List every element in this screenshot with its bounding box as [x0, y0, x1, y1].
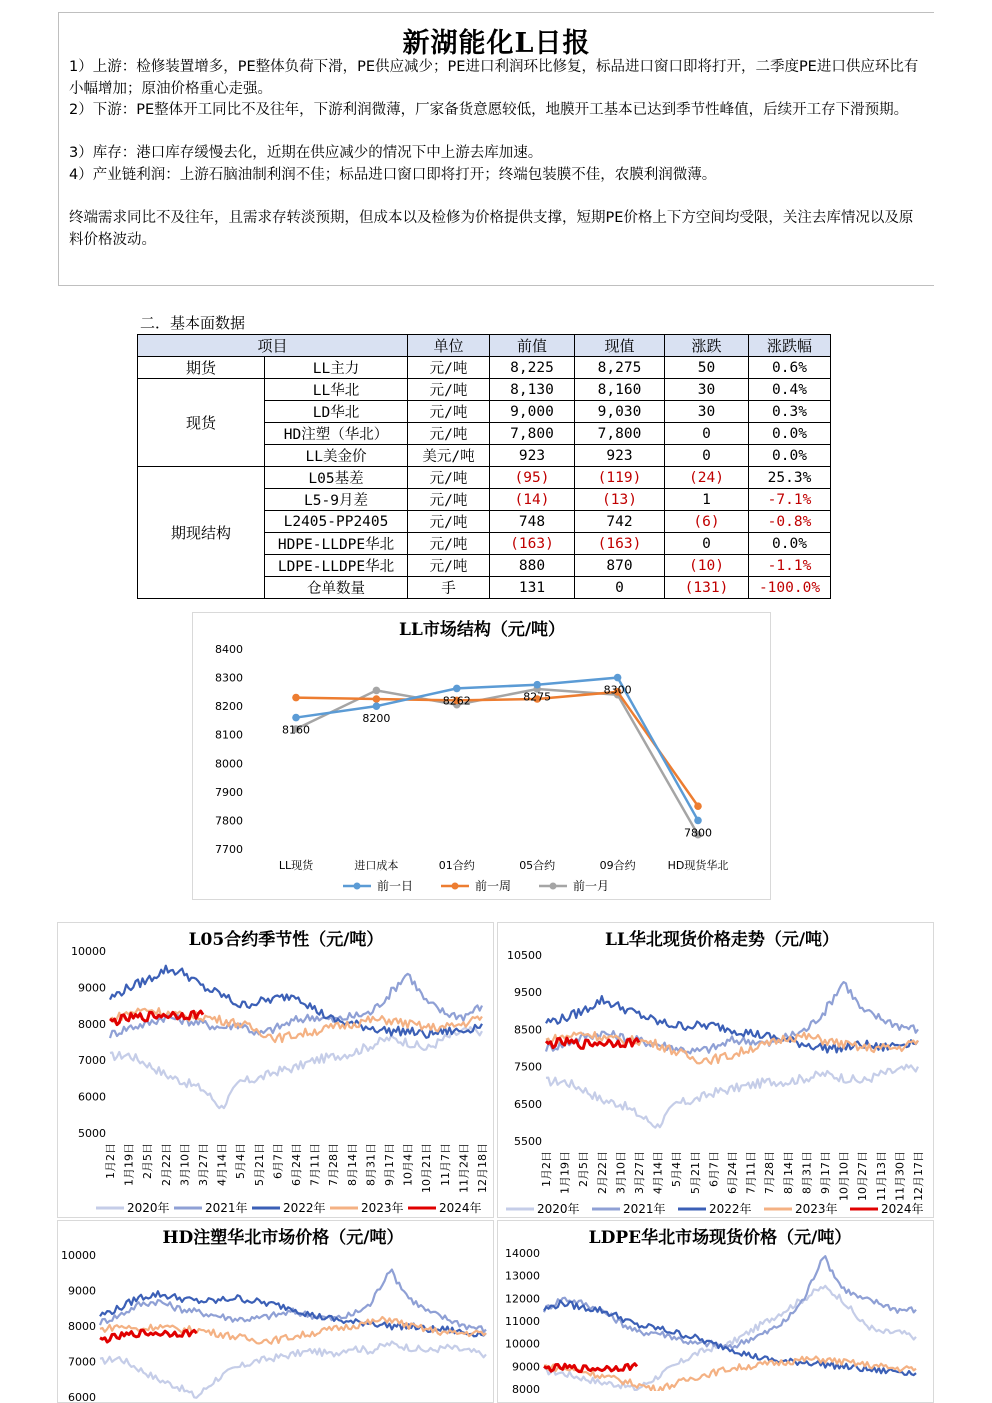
- x-tick-label: 5月4日: [670, 1151, 684, 1187]
- x-tick-label: 11月30日: [893, 1151, 907, 1201]
- y-tick-label: 7500: [514, 1060, 542, 1074]
- y-tick-label: 8000: [512, 1383, 540, 1396]
- x-tick-label: 1月2日: [104, 1143, 117, 1179]
- ldpe-north-svg: [498, 1221, 935, 1403]
- item-cell: HD注塑（华北）: [265, 423, 408, 445]
- chart-title: LL市场结构（元/吨）: [398, 620, 566, 640]
- legend-label: 2022年: [709, 1202, 752, 1216]
- y-tick-label: 10000: [61, 1249, 96, 1262]
- chg-cell: (131): [665, 577, 749, 599]
- item-cell: LD华北: [265, 401, 408, 423]
- series-line: [110, 1027, 482, 1108]
- unit-cell: 元/吨: [408, 555, 490, 577]
- y-tick-label: 9500: [514, 986, 542, 1000]
- x-tick-label: 3月27日: [197, 1143, 210, 1186]
- pct-cell: -100.0%: [749, 577, 831, 599]
- pct-cell: -7.1%: [749, 489, 831, 511]
- x-tick-label: 9月17日: [383, 1143, 396, 1186]
- pct-cell: 25.3%: [749, 467, 831, 489]
- fundamentals-table: [137, 334, 831, 599]
- item-cell: L2405-PP2405: [265, 511, 408, 533]
- x-tick-label: 7月11日: [744, 1151, 758, 1194]
- series-point: [292, 714, 300, 722]
- chg-cell: 1: [665, 489, 749, 511]
- series-line: [546, 1065, 918, 1128]
- summary-upstream: 1）上游：检修装置增多，PE整体负荷下滑，PE供应减少；PE进口利润环比修复，标品进口窗口即将打开，二季度PE进口供应环比有小幅增加；原油价格重心走强。: [69, 59, 919, 97]
- y-tick-label: 7800: [215, 814, 243, 828]
- y-tick-label: 6000: [78, 1090, 106, 1104]
- x-tick-label: 1月19日: [558, 1151, 572, 1194]
- x-tick-label: 7月28日: [327, 1143, 341, 1186]
- prev-cell: 9,000: [490, 401, 575, 423]
- x-tick-label: 6月24日: [290, 1143, 303, 1186]
- data-label: 8300: [603, 683, 632, 697]
- y-tick-label: 10000: [71, 945, 106, 958]
- data-label: 7800: [684, 826, 712, 840]
- y-tick-label: 8000: [215, 757, 243, 771]
- y-tick-label: 5000: [78, 1127, 106, 1140]
- prev-cell: 923: [490, 445, 575, 467]
- chg-cell: 0: [665, 423, 749, 445]
- category-cell: 现货: [138, 379, 265, 467]
- item-cell: LDPE-LLDPE华北: [265, 555, 408, 577]
- category-cell: 期现结构: [138, 467, 265, 599]
- chg-cell: (24): [665, 467, 749, 489]
- x-tick-label: 2月5日: [577, 1151, 591, 1187]
- chart-title: LDPE华北市场现货价格（元/吨）: [588, 1228, 852, 1248]
- x-tick-label: 8月31日: [364, 1143, 378, 1186]
- y-tick-label: 10500: [507, 949, 542, 962]
- unit-cell: 元/吨: [408, 423, 490, 445]
- item-cell: HDPE-LLDPE华北: [265, 533, 408, 555]
- hd-injection-chart: [57, 1220, 494, 1403]
- table-body: [138, 357, 831, 599]
- data-label: 8160: [282, 723, 310, 737]
- pct-cell: -0.8%: [749, 511, 831, 533]
- x-tick-label: 7月11日: [308, 1143, 322, 1186]
- table-row: [138, 467, 831, 489]
- series-point: [694, 802, 702, 810]
- y-tick-label: 9000: [78, 981, 106, 995]
- legend-label: 前一月: [573, 879, 610, 893]
- hd-injection-svg: [58, 1221, 495, 1403]
- x-tick-label: 进口成本: [354, 859, 399, 872]
- x-tick-label: 6月7日: [271, 1143, 285, 1179]
- y-tick-label: 9000: [512, 1360, 540, 1374]
- ll-north-spot-chart: [497, 922, 934, 1218]
- prev-cell: 131: [490, 577, 575, 599]
- pct-cell: 0.0%: [749, 445, 831, 467]
- x-tick-label: 8月14日: [345, 1143, 359, 1186]
- header-prev: 前值: [490, 335, 575, 357]
- summary-inventory: 3）库存：港口库存缓慢去化，近期在供应减少的情况下中上游去库加速。: [69, 145, 543, 161]
- y-tick-label: 8200: [215, 700, 243, 714]
- category-cell: 期货: [138, 357, 265, 379]
- x-tick-label: 4月14日: [215, 1143, 229, 1186]
- curr-cell: (163): [575, 533, 665, 555]
- pct-cell: 0.0%: [749, 423, 831, 445]
- series-line: [544, 1256, 916, 1348]
- report-summary-box: [58, 12, 934, 286]
- table-row: [138, 379, 831, 401]
- prev-cell: 748: [490, 511, 575, 533]
- x-tick-label: HD现货华北: [667, 859, 729, 872]
- item-cell: 仓单数量: [265, 577, 408, 599]
- prev-cell: 880: [490, 555, 575, 577]
- prev-cell: 8,130: [490, 379, 575, 401]
- plot-area: [100, 1270, 486, 1398]
- pct-cell: 0.3%: [749, 401, 831, 423]
- y-tick-label: 7900: [215, 785, 243, 799]
- header-unit: 单位: [408, 335, 490, 357]
- x-tick-label: 8月14日: [781, 1151, 795, 1194]
- curr-cell: 870: [575, 555, 665, 577]
- chg-cell: 30: [665, 379, 749, 401]
- series-point: [533, 681, 541, 689]
- curr-cell: 0: [575, 577, 665, 599]
- x-tick-label: 09合约: [599, 859, 636, 872]
- ll-market-structure-chart: [192, 612, 771, 900]
- curr-cell: 8,275: [575, 357, 665, 379]
- x-tick-label: 10月10日: [837, 1151, 851, 1201]
- chg-cell: 50: [665, 357, 749, 379]
- prev-cell: 7,800: [490, 423, 575, 445]
- y-tick-label: 8500: [514, 1023, 542, 1037]
- legend-marker: [452, 883, 459, 890]
- item-cell: LL主力: [265, 357, 408, 379]
- table-row: [138, 357, 831, 379]
- x-tick-label: LL现货: [278, 859, 314, 872]
- series-line: [544, 1357, 916, 1393]
- item-cell: LL华北: [265, 379, 408, 401]
- x-tick-label: 4月14日: [651, 1151, 665, 1194]
- series-point: [373, 695, 381, 703]
- curr-cell: 7,800: [575, 423, 665, 445]
- l05-seasonal-svg: [58, 923, 495, 1219]
- legend-label: 2021年: [623, 1202, 666, 1216]
- y-tick-label: 14000: [505, 1247, 540, 1260]
- chg-cell: 30: [665, 401, 749, 423]
- y-tick-label: 6000: [68, 1391, 96, 1403]
- series-point: [373, 687, 381, 695]
- report-title: 新湖能化L日报: [402, 28, 591, 59]
- y-tick-label: 9000: [68, 1284, 96, 1298]
- y-tick-label: 8000: [68, 1320, 96, 1333]
- data-label: 8200: [362, 712, 391, 726]
- legend-label: 2020年: [127, 1201, 170, 1215]
- pct-cell: 0.0%: [749, 533, 831, 555]
- x-tick-label: 5月21日: [688, 1151, 702, 1194]
- plot-area: [546, 982, 918, 1128]
- chg-cell: 0: [665, 533, 749, 555]
- x-tick-label: 3月10日: [614, 1151, 628, 1194]
- legend-label: 2021年: [205, 1201, 248, 1215]
- x-tick-label: 6月24日: [726, 1151, 739, 1194]
- x-tick-label: 01合约: [438, 859, 475, 872]
- x-tick-label: 2月5日: [141, 1143, 155, 1179]
- unit-cell: 元/吨: [408, 357, 490, 379]
- series-point: [614, 674, 622, 682]
- table-header-row: [138, 335, 831, 357]
- series-point: [694, 817, 702, 825]
- unit-cell: 元/吨: [408, 489, 490, 511]
- x-tick-label: 10月21日: [420, 1143, 434, 1193]
- chg-cell: (10): [665, 555, 749, 577]
- series-line: [100, 1270, 486, 1332]
- x-tick-label: 11月24日: [457, 1143, 471, 1193]
- ldpe-north-chart: [497, 1220, 934, 1403]
- y-tick-label: 7000: [68, 1355, 96, 1369]
- series-line: [100, 1342, 486, 1398]
- y-tick-label: 8300: [215, 671, 243, 685]
- header-chg: 涨跌: [665, 335, 749, 357]
- header-curr: 现值: [575, 335, 665, 357]
- legend-label: 2022年: [283, 1201, 326, 1215]
- ll-market-structure-svg: [193, 613, 772, 901]
- chart-title: L05合约季节性（元/吨）: [188, 930, 384, 950]
- plot-area: [544, 1256, 916, 1392]
- series-line: [100, 1317, 486, 1344]
- prev-cell: 8,225: [490, 357, 575, 379]
- x-tick-label: 8月31日: [800, 1151, 814, 1194]
- series-line: [544, 1286, 916, 1390]
- unit-cell: 元/吨: [408, 533, 490, 555]
- y-tick-label: 8400: [215, 643, 243, 656]
- chg-cell: (6): [665, 511, 749, 533]
- y-tick-label: 11000: [505, 1315, 540, 1328]
- y-tick-label: 6500: [514, 1097, 542, 1111]
- curr-cell: 8,160: [575, 379, 665, 401]
- unit-cell: 元/吨: [408, 379, 490, 401]
- data-label: 8262: [442, 694, 471, 708]
- ll-north-spot-svg: [498, 923, 935, 1219]
- pct-cell: 0.6%: [749, 357, 831, 379]
- x-tick-label: 10月27日: [856, 1151, 870, 1201]
- unit-cell: 手: [408, 577, 490, 599]
- curr-cell: (119): [575, 467, 665, 489]
- y-tick-label: 7700: [215, 843, 243, 856]
- curr-cell: 742: [575, 511, 665, 533]
- header-item: 项目: [138, 335, 408, 357]
- summary-profit: 4）产业链利润：上游石脑油制利润不佳；标品进口窗口即将打开；终端包装膜不佳，农膜利润微薄。: [69, 167, 717, 183]
- y-tick-label: 8000: [78, 1017, 106, 1031]
- prev-cell: (14): [490, 489, 575, 511]
- chart-title: LL华北现货价格走势（元/吨）: [604, 930, 840, 950]
- plot-area: [110, 966, 482, 1108]
- unit-cell: 美元/吨: [408, 445, 490, 467]
- series-point: [373, 702, 381, 710]
- x-tick-label: 12月18日: [476, 1143, 489, 1193]
- legend-label: 2023年: [795, 1202, 838, 1216]
- legend-label: 2024年: [881, 1202, 924, 1216]
- pct-cell: 0.4%: [749, 379, 831, 401]
- section-title: 二．基本面数据: [140, 314, 246, 332]
- item-cell: L05基差: [265, 467, 408, 489]
- legend-marker: [550, 883, 557, 890]
- l05-seasonal-chart: [57, 922, 494, 1218]
- x-tick-label: 11月7日: [438, 1143, 452, 1186]
- x-tick-label: 6月7日: [707, 1151, 721, 1187]
- unit-cell: 元/吨: [408, 401, 490, 423]
- legend-label: 前一日: [377, 879, 414, 893]
- unit-cell: 元/吨: [408, 511, 490, 533]
- x-tick-label: 10月4日: [401, 1143, 415, 1186]
- x-tick-label: 1月2日: [540, 1151, 553, 1187]
- legend-label: 2024年: [439, 1201, 482, 1215]
- y-tick-label: 5500: [514, 1135, 542, 1148]
- y-tick-label: 7000: [78, 1054, 106, 1068]
- item-cell: LL美金价: [265, 445, 408, 467]
- summary-downstream: 2）下游：PE整体开工同比不及往年，下游利润微薄，厂家备货意愿较低，地膜开工基本已达到季节性峰值，后续开工存下滑预期。: [69, 102, 909, 118]
- header-pct: 涨跌幅: [749, 335, 831, 357]
- item-cell: L5-9月差: [265, 489, 408, 511]
- unit-cell: 元/吨: [408, 467, 490, 489]
- y-tick-label: 13000: [505, 1269, 540, 1283]
- chg-cell: 0: [665, 445, 749, 467]
- x-tick-label: 5月4日: [234, 1143, 248, 1179]
- data-label: 8275: [523, 690, 552, 704]
- legend-label: 2020年: [537, 1202, 580, 1216]
- x-tick-label: 3月27日: [633, 1151, 646, 1194]
- summary-conclusion: 终端需求同比不及往年，且需求存转淡预期，但成本以及检修为价格提供支撑，短期PE价格上下方空间均受限，关注去库情况以及原料价格波动。: [69, 210, 914, 248]
- x-tick-label: 9月17日: [819, 1151, 832, 1194]
- y-tick-label: 10000: [505, 1337, 540, 1351]
- curr-cell: 923: [575, 445, 665, 467]
- x-tick-label: 11月13日: [874, 1151, 888, 1201]
- y-tick-label: 12000: [505, 1292, 540, 1306]
- curr-cell: (13): [575, 489, 665, 511]
- x-tick-label: 05合约: [519, 859, 556, 872]
- series-point: [453, 685, 461, 693]
- y-tick-label: 8100: [215, 728, 243, 742]
- x-tick-label: 2月22日: [595, 1151, 609, 1194]
- x-tick-label: 5月21日: [252, 1143, 266, 1186]
- prev-cell: (95): [490, 467, 575, 489]
- curr-cell: 9,030: [575, 401, 665, 423]
- x-tick-label: 1月19日: [122, 1143, 136, 1186]
- legend-label: 2023年: [361, 1201, 404, 1215]
- x-tick-label: 12月17日: [912, 1151, 925, 1201]
- pct-cell: -1.1%: [749, 555, 831, 577]
- prev-cell: (163): [490, 533, 575, 555]
- legend-marker: [354, 883, 361, 890]
- legend-label: 前一周: [475, 879, 512, 893]
- x-tick-label: 3月10日: [178, 1143, 192, 1186]
- series-point: [292, 694, 300, 702]
- chart-title: HD注塑华北市场价格（元/吨）: [162, 1228, 404, 1248]
- x-tick-label: 7月28日: [763, 1151, 777, 1194]
- x-tick-label: 2月22日: [159, 1143, 173, 1186]
